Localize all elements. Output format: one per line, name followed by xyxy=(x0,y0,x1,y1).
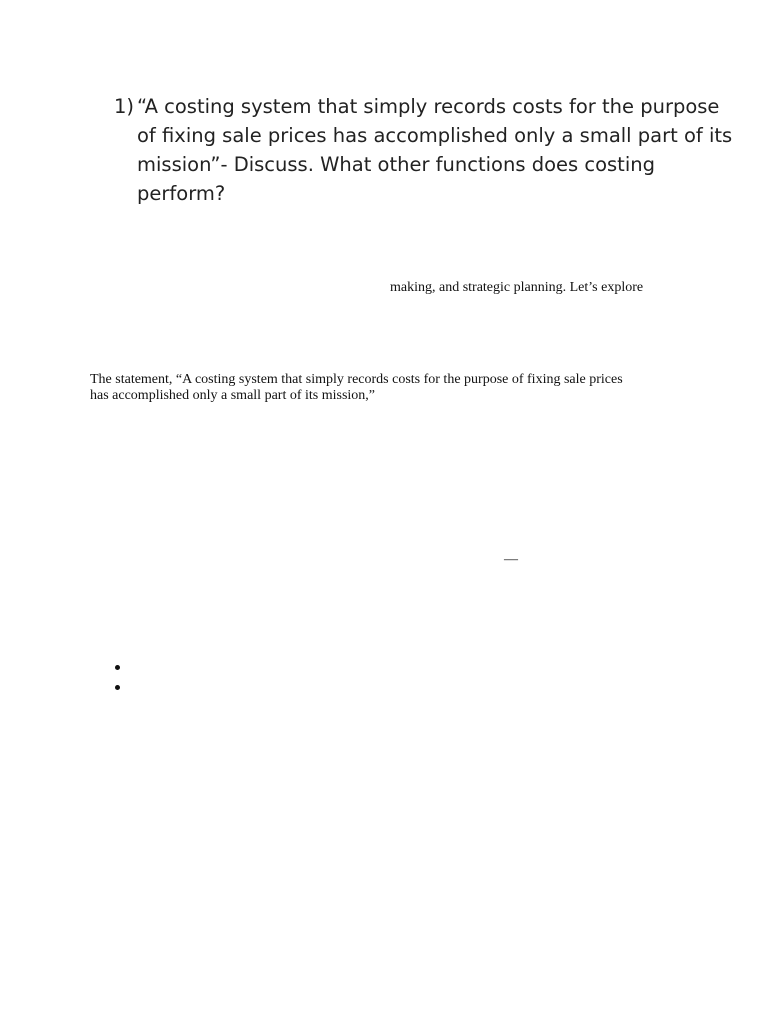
text-fragment: making, and strategic planning. Let’s explore xyxy=(390,280,644,295)
question-line-1: “A costing system that simply records costs for the purpose xyxy=(137,95,720,118)
question-line-2: of fixing sale prices has accomplished only a small part of its xyxy=(137,124,733,147)
question-line-3: mission”- Discuss. What other functions does costing xyxy=(137,153,655,176)
statement-line-2: has accomplished only a small part of its mission,” xyxy=(90,388,376,403)
statement-line-1: The statement, “A costing system that simply records costs for the purpose of fixing sale prices xyxy=(90,372,623,387)
list-item xyxy=(113,658,123,678)
bullet-list xyxy=(113,658,123,698)
bullet-icon xyxy=(115,685,120,690)
statement-paragraph xyxy=(90,372,690,404)
question-number: 1) xyxy=(114,95,135,118)
dash-mark: — xyxy=(504,552,518,567)
list-item xyxy=(113,678,123,698)
question-heading xyxy=(114,92,733,208)
bullet-icon xyxy=(115,665,120,670)
question-line-4: perform? xyxy=(137,182,226,205)
